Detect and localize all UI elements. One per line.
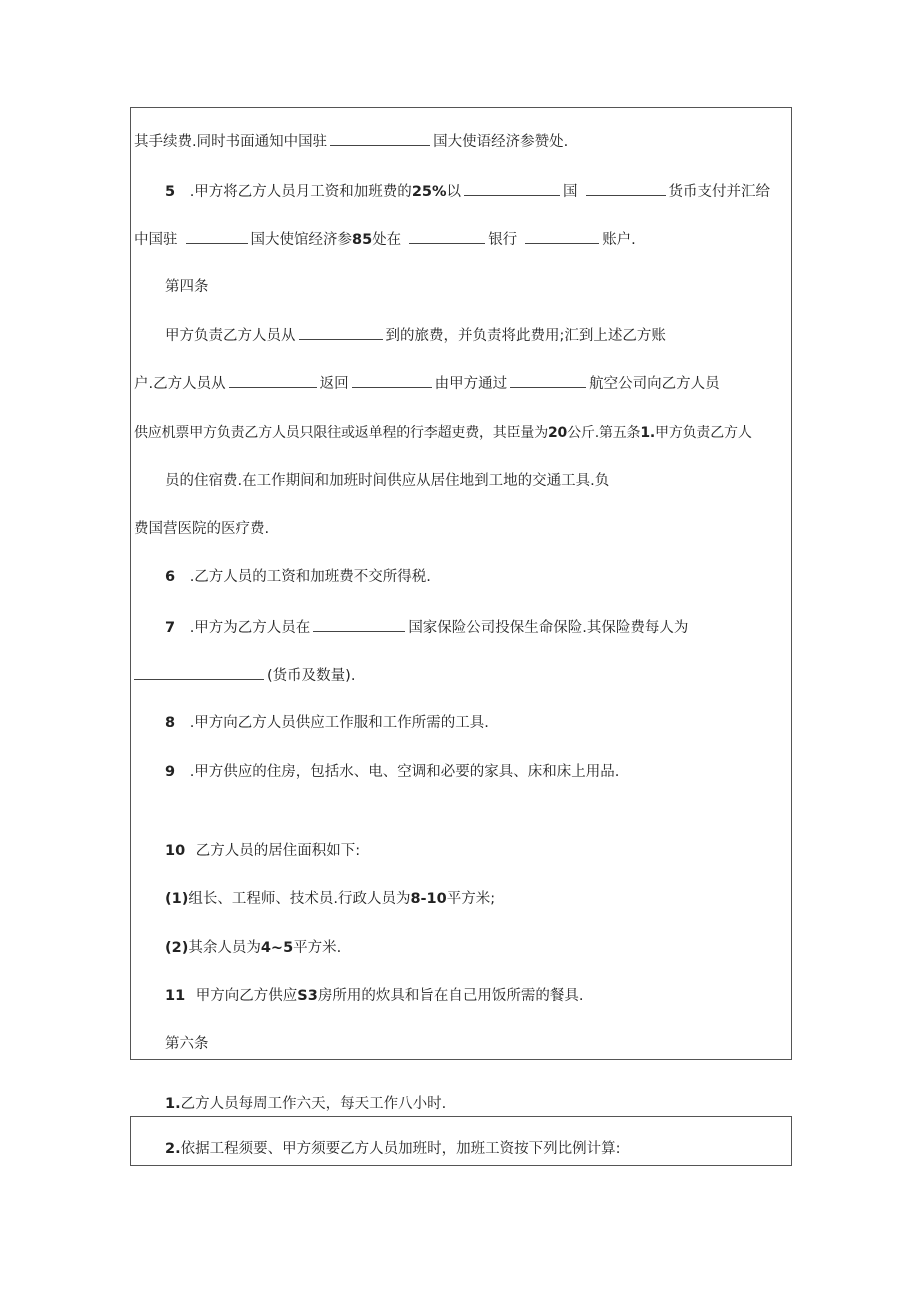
clause-number: 6 bbox=[165, 569, 176, 585]
clause-7-line-2: (货币及数量). bbox=[134, 665, 355, 686]
blank-field[interactable] bbox=[510, 373, 586, 388]
blank-field[interactable] bbox=[586, 181, 666, 196]
article-6-clause-2: 2.依据工程须要、甲方须要乙方人员加班时，加班工资按下列比例计算: bbox=[165, 1141, 621, 1157]
blank-field[interactable] bbox=[525, 229, 599, 244]
article-6-clause-1: 1.乙方人员每周工作六天，每天工作八小时. bbox=[165, 1096, 447, 1112]
blank-field[interactable] bbox=[313, 617, 405, 632]
blank-field[interactable] bbox=[134, 665, 264, 680]
clause-11-line: 11 甲方向乙方供应S3房所用的炊具和旨在自己用饭所需的餐具. bbox=[165, 988, 584, 1004]
article-6-heading: 第六条 bbox=[165, 1036, 209, 1052]
blank-field[interactable] bbox=[352, 373, 432, 388]
clause-number: 7 bbox=[165, 620, 176, 636]
clause-number: 11 bbox=[165, 988, 186, 1004]
clause-5-line-2: 中国驻 国大使馆经济参85处在 银行 账户. bbox=[134, 229, 636, 250]
article-5-line-1: 员的住宿费.在工作期间和加班时间供应从居住地到工地的交通工具.负 bbox=[165, 473, 610, 489]
clause-6-line: 6 .乙方人员的工资和加班费不交所得税. bbox=[165, 569, 431, 585]
blank-field[interactable] bbox=[409, 229, 485, 244]
blank-field[interactable] bbox=[464, 181, 560, 196]
article-5-line-2: 费国营医院的医疗费. bbox=[134, 521, 270, 537]
article-4-line-3: 供应机票甲方负责乙方人员只限往或返单程的行李超吏费，其臣量为20公斤.第五条1.甲方负责乙方人 bbox=[134, 425, 752, 441]
clause-10-item-2: (2)其余人员为4~5平方米. bbox=[165, 940, 342, 956]
clause-10-line: 10 乙方人员的居住面积如下: bbox=[165, 843, 361, 859]
clause-number: 9 bbox=[165, 764, 176, 780]
clause-number: 10 bbox=[165, 843, 186, 859]
clause-5-line: 5 .甲方将乙方人员月工资和加班费的25%以 国 货币支付并汇给 bbox=[165, 181, 770, 202]
blank-field[interactable] bbox=[330, 131, 430, 146]
clause-number: 8 bbox=[165, 715, 176, 731]
article-4-line-2: 户.乙方人员从 返回 由甲方通过 航空公司向乙方人员 bbox=[134, 373, 720, 394]
clause-9-line: 9 .甲方供应的住房，包括水、电、空调和必要的家具、床和床上用品. bbox=[165, 764, 620, 780]
clause-7-line: 7 .甲方为乙方人员在 国家保险公司投保生命保险.其保险费每人为 bbox=[165, 617, 688, 638]
clause-number: 5 bbox=[165, 184, 176, 200]
blank-field[interactable] bbox=[186, 229, 248, 244]
clause-8-line: 8 .甲方向乙方人员供应工作服和工作所需的工具. bbox=[165, 715, 489, 731]
clause-line-1: 其手续费.同时书面通知中国驻 国大使语经济参赞处. bbox=[134, 131, 568, 152]
clause-10-item-1: (1)组长、工程师、技术员.行政人员为8-10平方米; bbox=[165, 891, 496, 907]
blank-field[interactable] bbox=[229, 373, 317, 388]
blank-field[interactable] bbox=[299, 325, 383, 340]
article-4-heading: 第四条 bbox=[165, 279, 209, 295]
article-4-line-1: 甲方负责乙方人员从 到的旅费，并负责将此费用;汇到上述乙方账 bbox=[165, 325, 666, 346]
